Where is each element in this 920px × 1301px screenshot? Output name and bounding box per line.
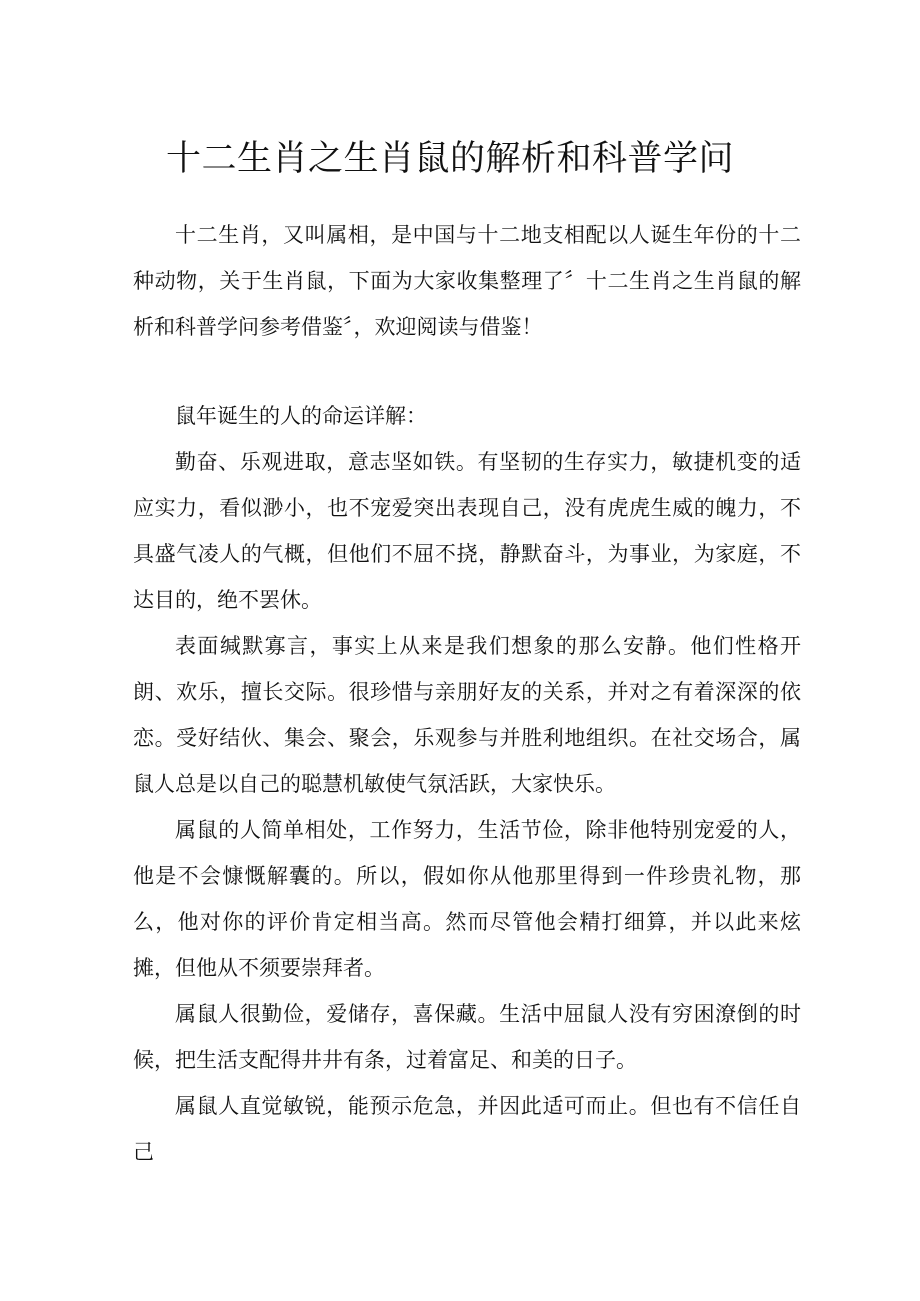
paragraph-social: 表面缄默寡言，事实上从来是我们想象的那么安静。他们性格开朗、欢乐，擅长交际。很珍惜与亲朋好友的关系，并对之有着深深的依恋。受好结伙、集会、聚会，乐观参与并胜利地组织。在社交场合，属鼠人总是以自己的聪慧机敏使气氛活跃，大家快乐。 bbox=[133, 634, 801, 796]
page-title: 十二生肖之生肖鼠的解析和科普学问 bbox=[165, 139, 734, 179]
paragraph-intro: 十二生肖，又叫属相，是中国与十二地支相配以人诞生年份的十二种动物，关于生肖鼠，下面为大家收集整理了〞十二生肖之生肖鼠的解析和科普学问参考借鉴〞，欢迎阅读与借鉴！ bbox=[133, 223, 801, 339]
paragraph-diligence: 勤奋、乐观进取，意志坚如铁。有坚韧的生存实力，敏捷机变的适应实力，看似渺小，也不宠爱突出表现自己，没有虎虎生威的魄力，不具盛气凌人的气概，但他们不屈不挠，静默奋斗，为事业，为家庭，不达目的，绝不罢休。 bbox=[133, 450, 801, 612]
paragraph-intuition: 属鼠人直觉敏锐，能预示危急，并因此适可而止。但也有不信任自己 bbox=[133, 1094, 801, 1164]
paragraph-saving: 属鼠人很勤俭，爱储存，喜保藏。生活中屈鼠人没有穷困潦倒的时候，把生活支配得井井有条，过着富足、和美的日子。 bbox=[133, 1002, 801, 1072]
document-body bbox=[133, 212, 801, 1175]
paragraph-heading: 鼠年诞生的人的命运详解： bbox=[175, 404, 427, 428]
paragraph-frugal: 属鼠的人简单相处，工作努力，生活节俭，除非他特别宠爱的人，他是不会慷慨解囊的。所以，假如你从他那里得到一件珍贵礼物，那么，他对你的评价肯定相当高。然而尽管他会精打细算，并以此来炫摊，但他从不须要崇拜者。 bbox=[133, 818, 801, 980]
